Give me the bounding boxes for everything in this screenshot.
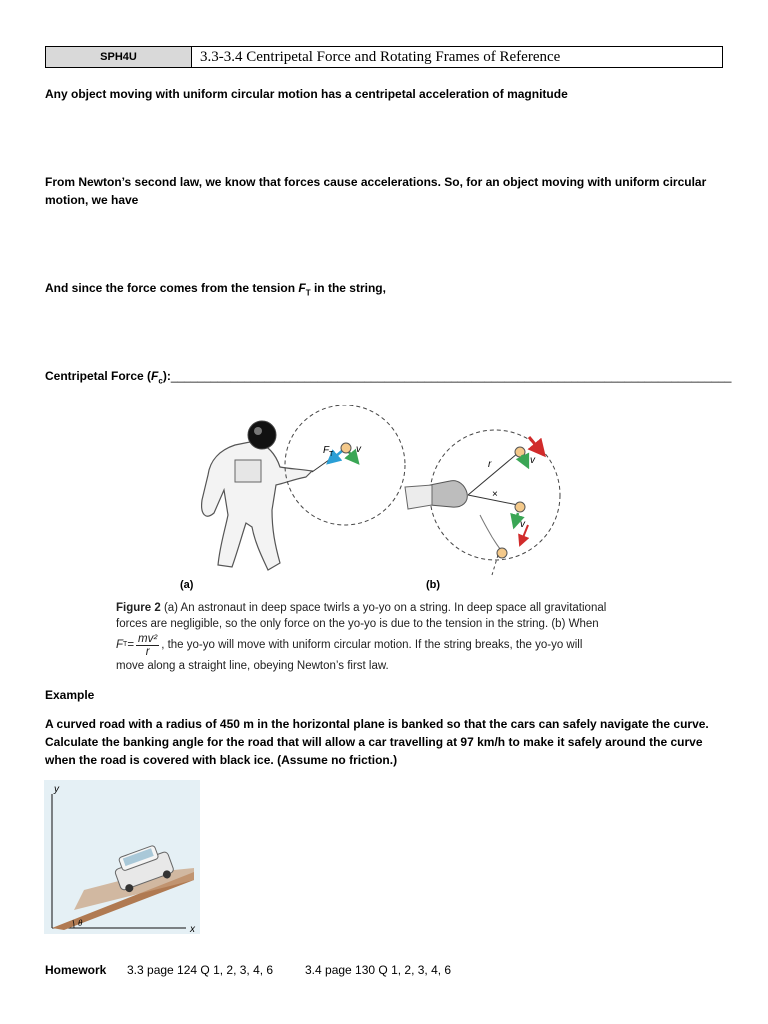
label-b: (b): [426, 579, 441, 591]
rotation-arrow-icon: [529, 437, 544, 455]
velocity-arrow-b-icon: [522, 455, 528, 467]
example-line-3: when the road is covered with black ice. (Assume no friction.): [45, 753, 398, 767]
center-mark: ×: [492, 489, 498, 500]
formula-fraction: [136, 633, 159, 658]
centripetal-force-line: [45, 367, 731, 390]
v-label-b2: v: [520, 519, 525, 530]
ft-label-a: F: [323, 445, 330, 456]
yoyo-b-right: [515, 502, 525, 512]
example-heading: Example: [45, 688, 95, 702]
tension-text: [45, 279, 386, 302]
caption-line-3: , the yo-yo will move with uniform circular motion. If the string breaks, the yo-yo will: [161, 639, 583, 651]
course-code: SPH4U: [46, 47, 192, 67]
intro-text: Any object moving with uniform circular motion has a centripetal acceleration of magnitude: [45, 87, 568, 101]
figure-2-illustration: [180, 405, 600, 600]
yoyo-a: [341, 443, 351, 453]
caption-ft-sub: T: [123, 641, 128, 648]
figure-caption: [116, 600, 616, 674]
y-axis-label: y: [54, 784, 59, 795]
velocity-arrow-b2-icon: [514, 513, 518, 527]
trajectory-line: [492, 555, 498, 575]
example-line-2: Calculate the banking angle for the road that will allow a car travelling at 97 km/h to make it safely around the curve: [45, 735, 703, 749]
centripetal-subscript: c: [158, 376, 163, 386]
figure-label: Figure 2: [116, 602, 161, 614]
orbit-circle-a: [285, 405, 405, 525]
tension-symbol: F: [298, 281, 306, 295]
centripetal-close: ):: [162, 369, 171, 383]
theta-label: θ: [78, 918, 83, 928]
formula-numerator: mv²: [138, 632, 158, 645]
caption-eq: =: [127, 639, 135, 651]
x-axis-label: x: [190, 924, 195, 935]
tension-subscript: T: [305, 288, 311, 298]
centripetal-symbol: F: [151, 369, 159, 383]
tension-before: And since the force comes from the tension: [45, 281, 299, 295]
section-title: 3.3-3.4 Centripetal Force and Rotating Frames of Reference: [200, 48, 561, 65]
caption-ft: F: [116, 639, 124, 651]
r-label: r: [488, 459, 492, 470]
ft-sub-a: T: [329, 451, 334, 458]
newton-line-2: motion, we have: [45, 193, 139, 207]
header-table: [45, 46, 723, 68]
v-label-b1: v: [530, 455, 535, 466]
formula-denominator: r: [145, 645, 150, 658]
caption-line-4: move along a straight line, obeying Newton’s first law.: [116, 660, 389, 672]
example-line-1: A curved road with a radius of 450 m in the horizontal plane is banked so that the cars can safely navigate the curve.: [45, 717, 709, 731]
newton-line-1: From Newton’s second law, we know that forces cause accelerations. So, for an object moving with uniform circular: [45, 175, 707, 189]
label-a: (a): [180, 579, 194, 591]
sleeve-b: [405, 485, 432, 509]
homework-item-1: 3.3 page 124 Q 1, 2, 3, 4, 6: [127, 963, 274, 977]
caption-line-1: (a) An astronaut in deep space twirls a yo-yo on a string. In deep space all gravitational: [163, 602, 607, 614]
banked-road-diagram: [44, 780, 204, 938]
centripetal-label: Centripetal Force (: [45, 369, 152, 383]
astronaut-drawing: [202, 421, 312, 570]
answer-blank: ____________________________________________________________________________________: [170, 369, 732, 383]
homework-item-2: 3.4 page 130 Q 1, 2, 3, 4, 6: [305, 963, 452, 977]
broken-string: [480, 515, 502, 551]
homework-label: Homework: [45, 963, 107, 977]
tension-after: in the string,: [310, 281, 386, 295]
v-label-a: v: [356, 444, 361, 455]
fist-icon: [430, 481, 467, 507]
yoyo-b-free: [497, 548, 507, 558]
caption-line-2: forces are negligible, so the only force on the yo-yo is due to the tension in the string. (b) When: [116, 618, 599, 630]
